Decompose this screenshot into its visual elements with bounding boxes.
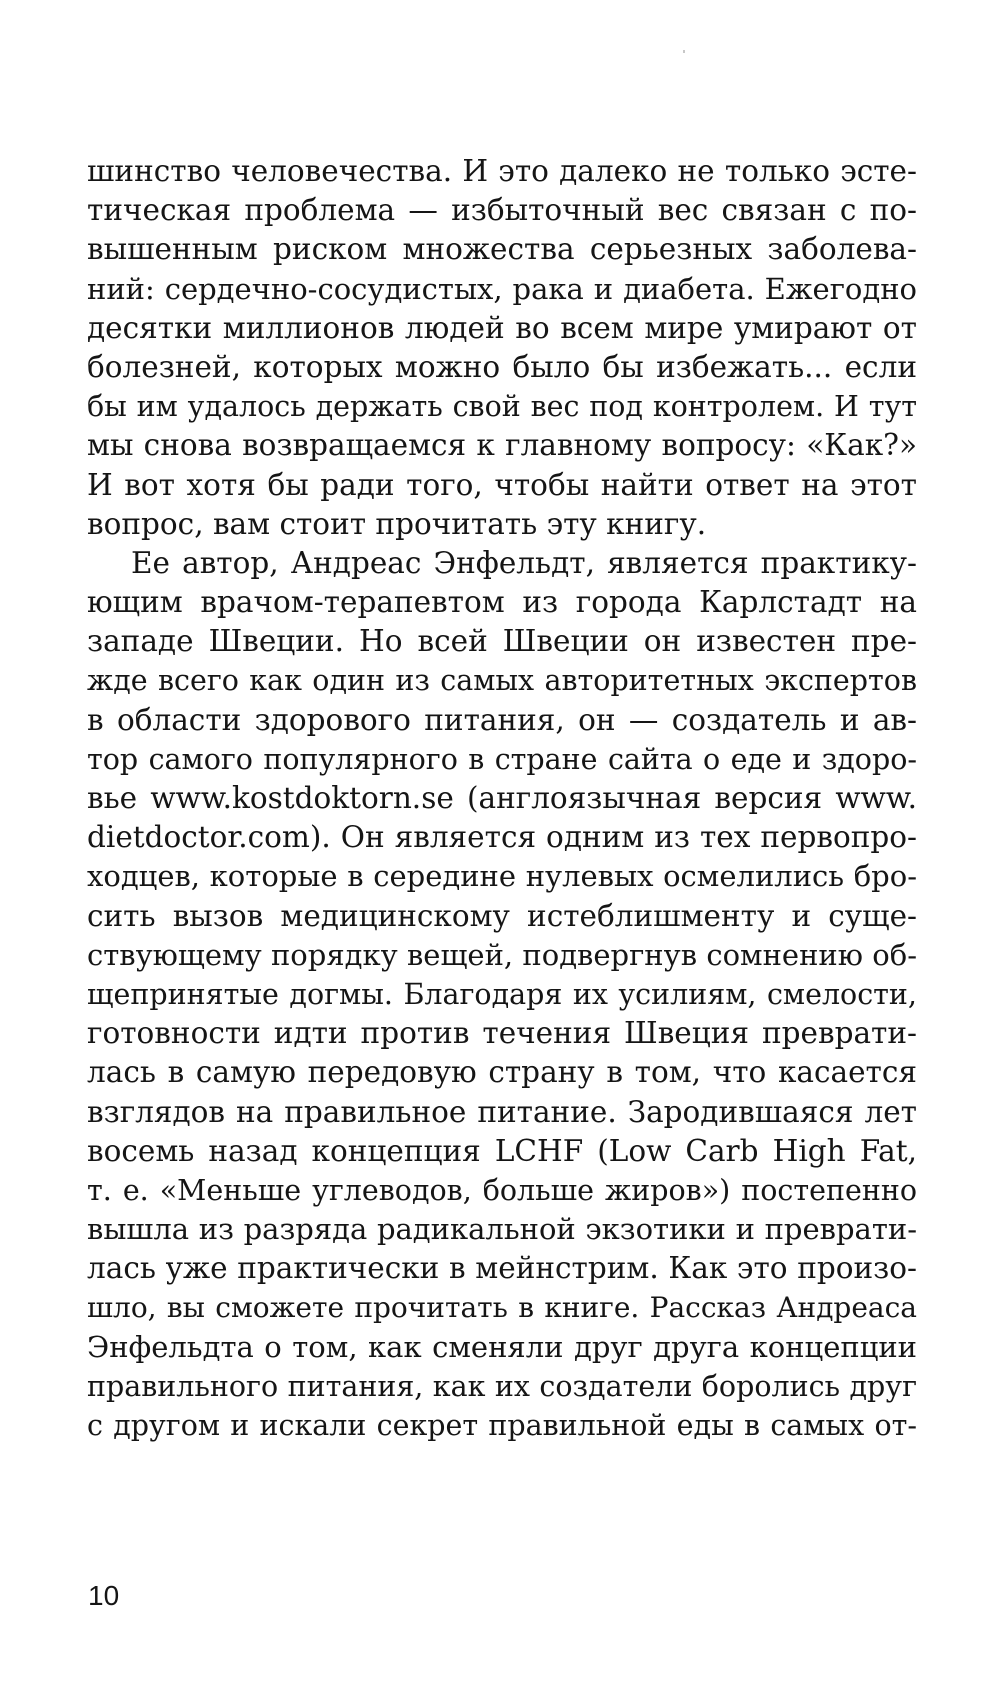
text-line: шло, вы сможете прочитать в книге. Рассказ Андреаса [87,1291,917,1325]
text-line: Ее автор, Андреас Энфельдт, является практику- [131,545,917,580]
text-line: ствующему порядку вещей, подвергнув сомнению об- [87,937,917,972]
text-line: тор самого популярного в стране сайта о еде и здоро- [87,742,917,776]
text-line: И вот хотя бы ради того, чтобы найти ответ на этот [87,467,917,502]
text-line: десятки миллионов людей во всем мире умирают от [87,310,917,345]
text-line: правильного питания, как их создатели боролись друг [87,1369,917,1403]
text-line: тическая проблема — избыточный вес связан с по- [87,193,917,228]
text-line: вье www.kostdoktorn.se (англоязычная версия www. [87,781,917,815]
text-line: с другом и искали секрет правильной еды в самых от- [87,1409,917,1442]
text-line: лась в самую передовую страну в том, что касается [87,1055,917,1090]
text-line: болезней, которых можно было бы избежать... если [87,349,917,384]
text-line: взглядов на правильное питание. Зародившаяся лет [87,1094,917,1129]
scan-speck [683,50,685,53]
text-line: бы им удалось держать свой вес под контролем. И тут [87,390,917,424]
text-line: Энфельдта о том, как сменяли друг друга концепции [87,1329,917,1364]
text-line: ний: сердечно-сосудистых, рака и диабета. Ежегодно [87,271,917,306]
text-line: западе Швеции. Но всей Швеции он известен пре- [87,624,917,659]
text-line: т. е. «Меньше углеводов, больше жиров») постепенно [87,1173,917,1207]
text-line: готовности идти против течения Швеция преврати- [87,1016,917,1051]
text-line: ходцев, которые в середине нулевых осмелились бро- [87,859,917,894]
text-line: вопрос, вам стоит прочитать эту книгу. [87,506,707,541]
text-line: щепринятые догмы. Благодаря их усилиям, смелости, [87,977,917,1011]
text-line: сить вызов медицинскому истеблишменту и суще- [87,898,917,933]
text-line: шинство человечества. И это далеко не только эсте- [87,154,917,188]
text-line: dietdoctor.com). Он является одним из тех первопро- [87,820,917,855]
body-text [87,152,917,1445]
text-line: в области здорового питания, он — создатель и ав- [87,702,917,737]
page-number: 10 [88,1580,120,1611]
text-line: восемь назад концепция LCHF (Low Carb High Fat, [87,1133,917,1168]
text-line: ющим врачом-терапевтом из города Карлстадт на [87,585,917,620]
text-line: жде всего как один из самых авторитетных экспертов [87,664,917,698]
text-line: лась уже практически в мейнстрим. Как это произо- [87,1251,917,1286]
text-line: мы снова возвращаемся к главному вопросу: «Как?» [87,428,917,463]
text-line: вышла из разряда радикальной экзотики и преврати- [87,1212,917,1247]
text-line: вышенным риском множества серьезных заболева- [87,232,917,267]
